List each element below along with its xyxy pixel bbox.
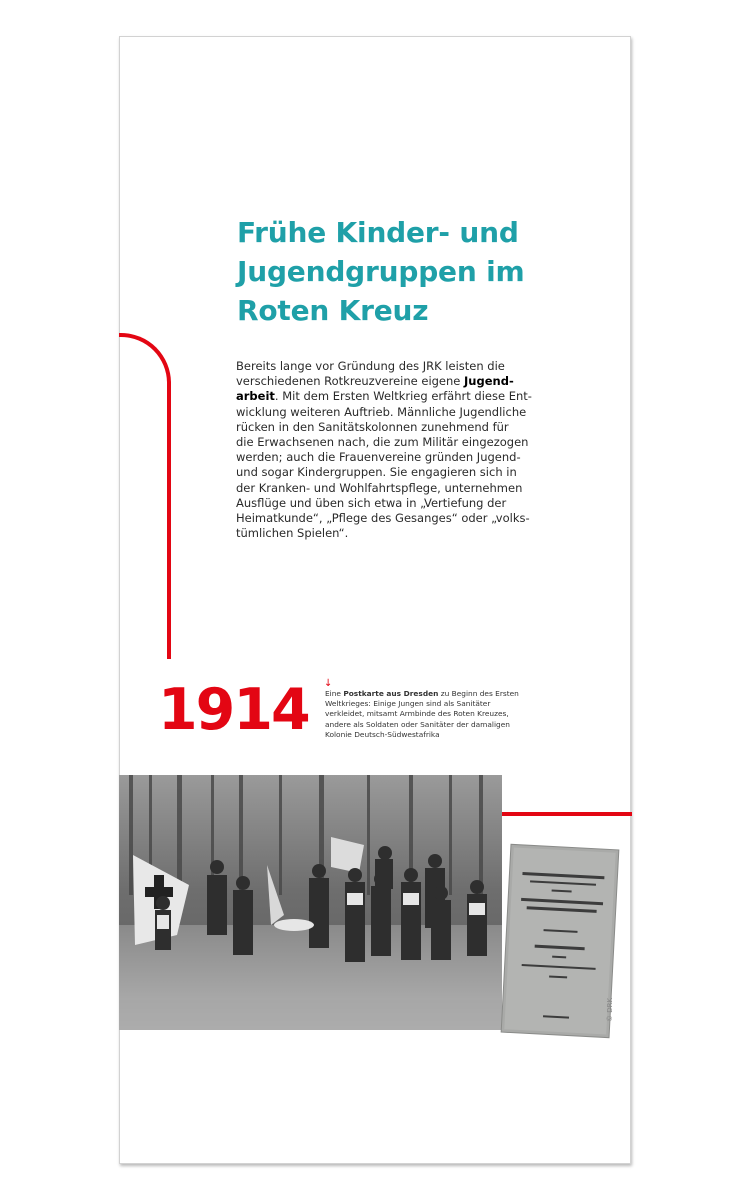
body-line: werden; auch die Frauenvereine gründen Jugend- bbox=[236, 450, 521, 465]
body-line: tümlichen Spielen“. bbox=[236, 526, 349, 541]
caption-line: andere als Soldaten oder Sanitäter der damaligen bbox=[325, 719, 510, 729]
exhibition-panel bbox=[119, 36, 631, 1164]
caption-line: verkleidet, mitsamt Armbinde des Roten Kreuzes, bbox=[325, 709, 509, 719]
arrow-down-icon: ↓ bbox=[324, 678, 333, 689]
year-heading: 1914 bbox=[158, 677, 309, 743]
body-line: Ausflüge und üben sich etwa in „Vertiefung der bbox=[236, 495, 507, 510]
title-line: Jugendgruppen im bbox=[237, 255, 525, 288]
caption-line: Kolonie Deutsch-Südwestafrika bbox=[325, 729, 440, 739]
panel-title bbox=[237, 213, 617, 330]
copyright-credit: © DRK bbox=[606, 997, 614, 1022]
body-line: rücken in den Sanitätskolonnen zunehmend für bbox=[236, 419, 509, 434]
body-line: verschiedenen Rotkreuzvereine eigene Jugend- bbox=[236, 374, 514, 389]
title-line: Roten Kreuz bbox=[237, 294, 429, 327]
caption-line: Weltkrieges: Einige Jungen sind als Sanitäter bbox=[325, 699, 491, 709]
body-line: der Kranken- und Wohlfahrtspflege, unternehmen bbox=[236, 480, 523, 495]
historic-group-photo bbox=[119, 775, 502, 1030]
body-line: wicklung weiteren Auftrieb. Männliche Jugendliche bbox=[236, 404, 527, 419]
body-line: Heimatkunde“, „Pflege des Gesanges“ oder „volks- bbox=[236, 511, 530, 526]
body-line: Bereits lange vor Gründung des JRK leisten die bbox=[236, 359, 505, 373]
body-line: und sogar Kindergruppen. Sie engagieren sich in bbox=[236, 465, 517, 480]
body-line: arbeit. Mit dem Ersten Weltkrieg erfährt diese Ent- bbox=[236, 389, 532, 404]
caption-line: Eine Postkarte aus Dresden zu Beginn des Ersten bbox=[325, 689, 519, 698]
body-paragraph bbox=[236, 359, 546, 541]
red-arc-decoration bbox=[119, 333, 171, 389]
photo-caption bbox=[325, 689, 525, 740]
body-line: die Erwachsenen nach, die zum Militär eingezogen bbox=[236, 435, 529, 450]
historic-booklet-image bbox=[500, 843, 620, 1038]
title-line: Frühe Kinder- und bbox=[237, 216, 519, 249]
red-vertical-line bbox=[167, 387, 171, 659]
red-horizontal-line bbox=[500, 812, 632, 816]
